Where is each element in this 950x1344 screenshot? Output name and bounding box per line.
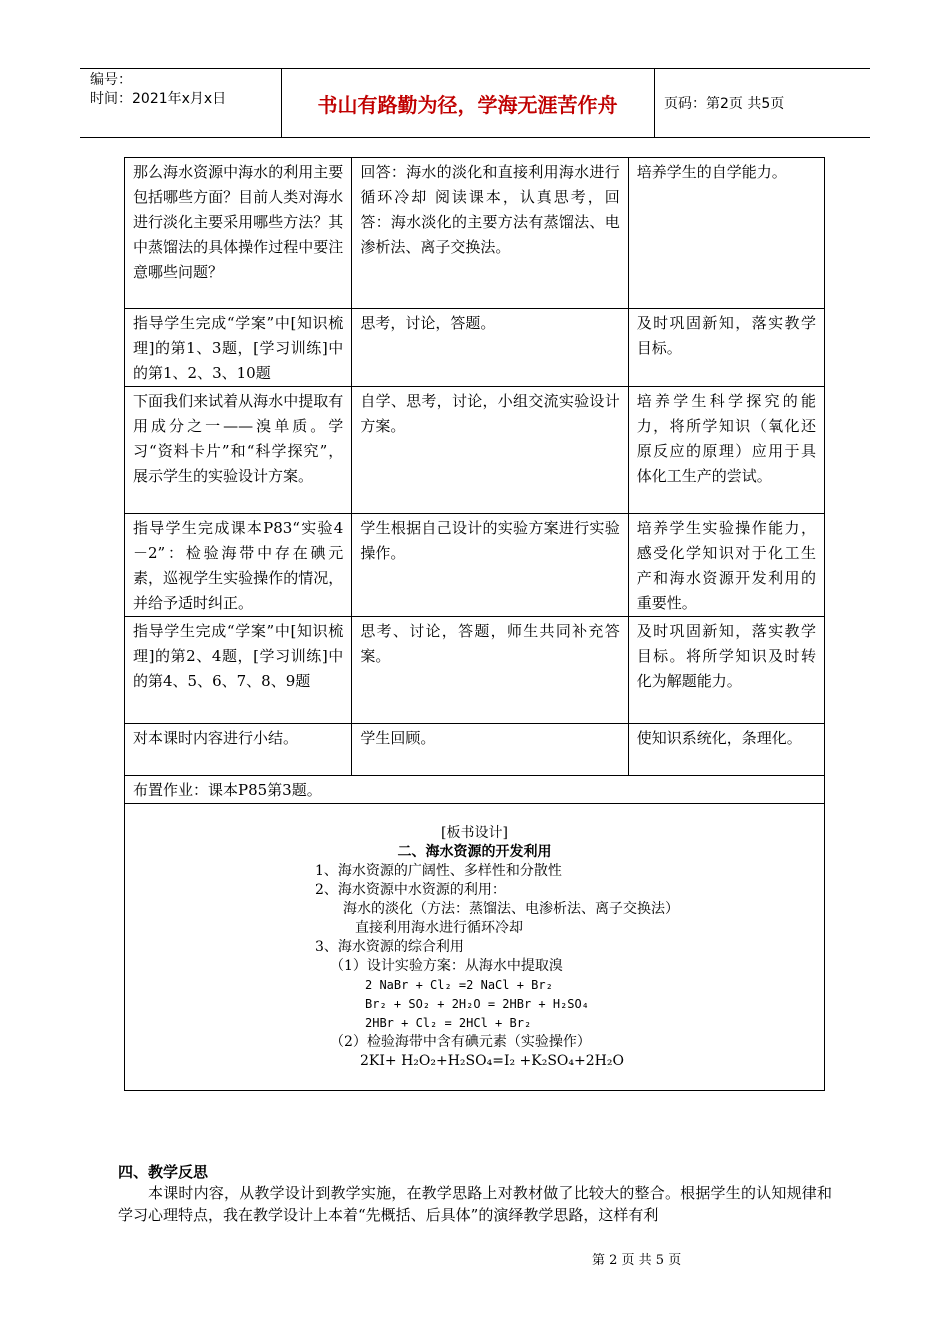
table-row — [125, 617, 825, 724]
equation: 2KI+ H₂O₂+H₂SO₄=I₂ +K₂SO₄+2H₂O — [360, 1053, 624, 1069]
teacher-activity: 指导学生完成课本P83“实验4－2”：检验海带中存在碘元素，巡视学生实验操作的情况，并给予适时纠正。 — [125, 514, 352, 617]
teacher-activity: 对本课时内容进行小结。 — [125, 724, 352, 776]
teacher-activity: 指导学生完成“学案”中[知识梳理]的第2、4题，[学习训练]中的第4、5、6、7、8、9题 — [125, 617, 352, 724]
number-label: 编号： — [90, 72, 132, 88]
motto: 书山有路勤为径，学海无涯苦作舟 — [317, 93, 618, 117]
table-row — [125, 309, 825, 387]
reflection-body: 本课时内容，从教学设计到教学实施，在教学思路上对教材做了比较大的整合。根据学生的认知规律和学习心理特点，我在教学设计上本着“先概括、后具体”的演绎教学思路，这样有利 — [118, 1184, 832, 1224]
design-purpose: 培养学生实验操作能力，感受化学知识对于化工生产和海水资源开发利用的重要性。 — [628, 514, 824, 617]
page-code: 页码：第2页 共5页 — [664, 96, 785, 112]
board-label: [板书设计] — [441, 825, 508, 841]
lesson-table — [124, 157, 825, 1091]
design-purpose: 及时巩固新知，落实教学目标。 — [628, 309, 824, 387]
page-footer: 第 2 页 共 5 页 — [592, 1253, 682, 1268]
homework: 布置作业：课本P85第3题。 — [125, 776, 825, 804]
design-purpose: 使知识系统化，条理化。 — [628, 724, 824, 776]
header-divider — [654, 69, 655, 137]
board-line: 3、海水资源的综合利用 — [315, 939, 464, 955]
student-activity: 学生根据自己设计的实验方案进行实验操作。 — [352, 514, 628, 617]
board-design — [125, 804, 825, 1091]
student-activity: 思考，讨论，答题。 — [352, 309, 628, 387]
board-line: 海水的淡化（方法：蒸馏法、电渗析法、离子交换法） — [343, 901, 679, 917]
header-left — [90, 71, 226, 109]
board-line: 1、海水资源的广阔性、多样性和分散性 — [315, 863, 562, 879]
time-label: 时间：2021年x月x日 — [90, 91, 227, 107]
board-title: 二、海水资源的开发利用 — [397, 844, 552, 860]
board-line: 直接利用海水进行循环冷却 — [355, 920, 523, 936]
table-row — [125, 514, 825, 617]
board-line: （1）设计实验方案：从海水中提取溴 — [330, 958, 563, 974]
table-row — [125, 158, 825, 309]
board-line: （2）检验海带中含有碘元素（实验操作） — [330, 1034, 591, 1050]
table-row — [125, 387, 825, 514]
design-purpose: 培养学生的自学能力。 — [628, 158, 824, 309]
teacher-activity: 下面我们来试着从海水中提取有用成分之一——溴单质。学习“资料卡片”和“科学探究”，展示学生的实验设计方案。 — [125, 387, 352, 514]
equation: 2 NaBr + Cl₂ =2 NaCl + Br₂ — [365, 978, 553, 992]
equation: Br₂ + SO₂ + 2H₂O = 2HBr + H₂SO₄ — [365, 997, 589, 1011]
reflection-title: 四、教学反思 — [118, 1163, 209, 1181]
design-purpose: 及时巩固新知，落实教学目标。将所学知识及时转化为解题能力。 — [628, 617, 824, 724]
board-row — [125, 804, 825, 1091]
student-activity: 回答：海水的淡化和直接利用海水进行循环冷却 阅读课本，认真思考，回答：海水淡化的主要方法有蒸馏法、电渗析法、离子交换法。 — [352, 158, 628, 309]
student-activity: 自学、思考，讨论，小组交流实验设计方案。 — [352, 387, 628, 514]
table-row — [125, 724, 825, 776]
teacher-activity: 指导学生完成“学案”中[知识梳理]的第1、3题，[学习训练]中的第1、2、3、10题 — [125, 309, 352, 387]
student-activity: 学生回顾。 — [352, 724, 628, 776]
student-activity: 思考、讨论，答题，师生共同补充答案。 — [352, 617, 628, 724]
design-purpose: 培养学生科学探究的能力，将所学知识（氧化还原反应的原理）应用于具体化工生产的尝试。 — [628, 387, 824, 514]
board-line: 2、海水资源中水资源的利用： — [315, 882, 506, 898]
teacher-activity: 那么海水资源中海水的利用主要包括哪些方面？目前人类对海水进行淡化主要采用哪些方法？其中蒸馏法的具体操作过程中要注意哪些问题？ — [125, 158, 352, 309]
table-row — [125, 776, 825, 804]
page-header — [80, 68, 870, 138]
equation: 2HBr + Cl₂ = 2HCl + Br₂ — [365, 1016, 532, 1030]
